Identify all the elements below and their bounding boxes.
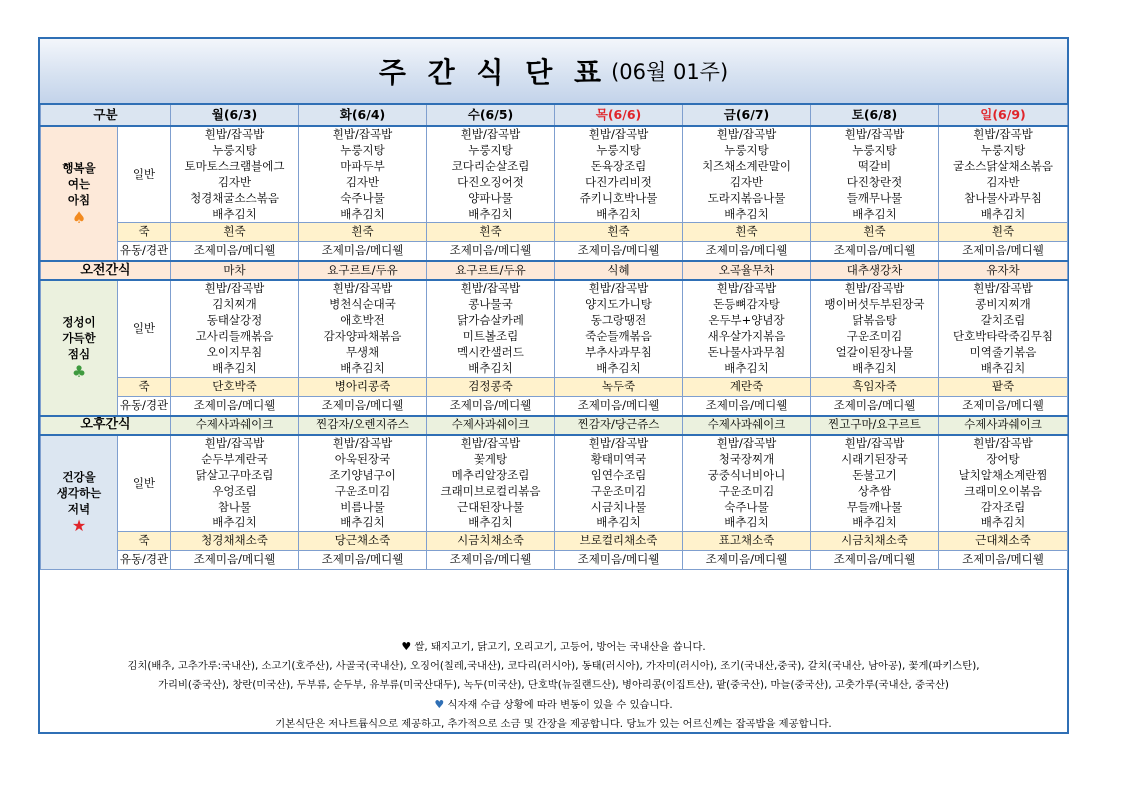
porridge-cell: 청경채채소죽 — [171, 532, 299, 551]
menu-item: 배추김치 — [212, 206, 257, 221]
menu-item: 흰밥/잡곡밥 — [844, 435, 905, 450]
menu-item: 김자반 — [217, 174, 252, 189]
menu-item: 숙주나물 — [340, 190, 385, 205]
menu-item: 김자반 — [345, 174, 380, 189]
porridge-cell: 병아리콩죽 — [299, 377, 427, 396]
menu-item: 누룽지탕 — [468, 142, 513, 157]
menu-item: 배추김치 — [212, 515, 257, 530]
menu-cell — [939, 126, 1068, 223]
day-header: 토(6/8) — [811, 104, 939, 126]
change-note: 식자재 수급 상황에 따라 변동이 있을 수 있습니다. — [447, 699, 673, 711]
menu-item: 굴소스닭살채소볶음 — [953, 158, 1053, 173]
menu-item: 흰밥/잡곡밥 — [204, 281, 265, 296]
menu-cell — [171, 280, 299, 377]
origin-line-1: 김치(배추, 고추가루:국내산), 소고기(호주산), 사골국(국내산), 오징어(칠레,국내산), 코다리(러시아), 동태(러시아), 가자미(러시아), 조기(국내산,중국), 갈치(국내산, 남아공), 꽃게(파키스탄), — [127, 660, 980, 672]
menu-item: 흰밥/잡곡밥 — [973, 127, 1033, 141]
porridge-cell: 검정콩죽 — [427, 377, 555, 396]
liquid-diet-cell: 조제미음/메디웰 — [683, 551, 811, 570]
menu-item: 구운조미김 — [846, 329, 903, 344]
menu-item: 흰밥/잡곡밥 — [332, 281, 393, 296]
page-title: 주 간 식 단 표 — [378, 56, 608, 89]
footer-notes — [40, 637, 1067, 732]
menu-item: 양파나물 — [468, 190, 513, 205]
snack-cell: 마차 — [171, 261, 299, 280]
menu-item: 궁중식너비아니 — [707, 467, 786, 482]
day-header: 목(6/6) — [555, 104, 683, 126]
menu-item: 참나물사과무침 — [964, 190, 1042, 205]
snack-cell: 찐고구마/요구르트 — [811, 416, 939, 435]
menu-item: 양지도가니탕 — [585, 297, 652, 312]
menu-cell — [427, 435, 555, 532]
menu-cell — [811, 435, 939, 532]
menu-item: 흰밥/잡곡밥 — [332, 127, 393, 141]
spade-icon: ♠ — [71, 207, 87, 227]
menu-cell — [811, 126, 939, 223]
menu-item: 장어탕 — [986, 451, 1020, 466]
menu-item: 배추김치 — [596, 206, 641, 221]
header-category: 구분 — [41, 104, 171, 126]
snack-cell: 식혜 — [555, 261, 683, 280]
menu-item: 배추김치 — [468, 515, 513, 530]
menu-item: 크래미오이볶음 — [964, 483, 1042, 498]
menu-item: 숙주나물 — [724, 499, 769, 514]
service-note: 기본식단은 저나트륨식으로 제공하고, 추가적으로 소금 및 간장을 제공합니다. 당뇨가 있는 어르신께는 잡곡밥을 제공합니다. — [275, 718, 832, 730]
menu-item: 상추쌈 — [857, 483, 892, 498]
liquid-diet-cell: 조제미음/메디웰 — [811, 396, 939, 416]
breakfast-label-line: 여는 — [67, 176, 91, 191]
dinner-label-line: 저녁 — [67, 501, 91, 516]
heart-icon: ♥ — [434, 698, 445, 711]
porridge-cell: 흑임자죽 — [811, 377, 939, 396]
day-header: 월(6/3) — [171, 104, 299, 126]
lunch-label — [41, 280, 118, 415]
menu-cell — [683, 280, 811, 377]
porridge-cell: 단호박죽 — [171, 377, 299, 396]
menu-item: 팽이버섯두부된장국 — [824, 297, 925, 312]
snack-cell: 찐감자/당근쥬스 — [555, 416, 683, 435]
menu-item: 아욱된장국 — [334, 451, 391, 466]
liquid-diet-cell: 조제미음/메디웰 — [683, 396, 811, 416]
liquid-diet-cell: 조제미음/메디웰 — [171, 551, 299, 570]
snack-cell: 유자차 — [939, 261, 1068, 280]
menu-item: 고사리들깨볶음 — [195, 329, 274, 344]
menu-item: 마파두부 — [340, 158, 385, 173]
liquid-diet-cell: 조제미음/메디웰 — [299, 396, 427, 416]
menu-item: 김자반 — [729, 174, 764, 189]
star-icon: ★ — [71, 516, 87, 536]
snack-cell: 찐감자/오렌지쥬스 — [299, 416, 427, 435]
menu-cell — [939, 435, 1068, 532]
menu-item: 얼갈이된장나물 — [835, 345, 914, 360]
menu-item: 흰밥/잡곡밥 — [716, 281, 777, 296]
title-banner — [40, 39, 1067, 103]
porridge-cell: 흰죽 — [939, 223, 1068, 242]
menu-item: 배추김치 — [212, 360, 257, 375]
menu-item: 흰밥/잡곡밥 — [716, 127, 777, 141]
menu-item: 크래미브로컬리볶음 — [440, 483, 541, 498]
porridge-cell: 녹두죽 — [555, 377, 683, 396]
snack-cell: 수제사과쉐이크 — [427, 416, 555, 435]
menu-item: 흰밥/잡곡밥 — [332, 435, 393, 450]
dinner-label — [41, 435, 118, 570]
liquid-diet-label: 유동/경관 — [118, 396, 171, 416]
menu-item: 배추김치 — [980, 515, 1026, 530]
liquid-diet-cell: 조제미음/메디웰 — [171, 242, 299, 262]
menu-item: 다진창란젓 — [846, 174, 903, 189]
menu-item: 배추김치 — [468, 206, 513, 221]
menu-item: 날치알채소계란찜 — [958, 467, 1048, 482]
menu-item: 오이지무침 — [206, 345, 263, 360]
club-icon: ♣ — [71, 362, 87, 382]
menu-item: 참나물 — [217, 499, 252, 514]
menu-cell — [427, 126, 555, 223]
menu-item: 감자양파채볶음 — [323, 329, 402, 344]
menu-item: 꽃게탕 — [473, 451, 508, 466]
origin-note: 쌀, 돼지고기, 닭고기, 오리고기, 고등어, 방어는 국내산을 씁니다. — [414, 641, 706, 653]
menu-item: 김치찌개 — [212, 297, 257, 312]
menu-item: 흰밥/잡곡밥 — [460, 281, 521, 296]
menu-item: 배추김치 — [980, 206, 1026, 221]
liquid-diet-cell: 조제미음/메디웰 — [171, 396, 299, 416]
origin-line-2: 가리비(중국산), 창란(미국산), 두부류, 순두부, 유부류(미국산대두), 녹두(미국산), 단호박(뉴질랜드산), 병아리콩(이집트산), 팥(중국산), 마늘(중국산), 고춧가루(국내산, 중국산) — [158, 679, 949, 691]
menu-item: 닭볶음탕 — [852, 313, 897, 328]
menu-item: 배추김치 — [852, 515, 897, 530]
menu-item: 다진가리비젓 — [585, 174, 652, 189]
menu-item: 배추김치 — [980, 360, 1026, 375]
menu-item: 시래기된장국 — [841, 451, 908, 466]
menu-item: 근대된장나물 — [457, 499, 524, 514]
porridge-label: 죽 — [118, 532, 171, 551]
dinner-label-line: 생각하는 — [56, 485, 102, 500]
breakfast-label-line: 행복을 — [62, 160, 96, 175]
menu-cell — [555, 280, 683, 377]
menu-item: 누룽지탕 — [596, 142, 641, 157]
porridge-cell: 계란죽 — [683, 377, 811, 396]
breakfast-label-line: 아침 — [67, 192, 91, 207]
menu-item: 멕시칸샐러드 — [457, 345, 524, 360]
porridge-cell: 팥죽 — [939, 377, 1068, 396]
morning_snack-label: 오전간식 — [41, 261, 171, 280]
liquid-diet-cell: 조제미음/메디웰 — [939, 551, 1068, 570]
regular-label: 일반 — [118, 435, 171, 532]
snack-cell: 요구르트/두유 — [427, 261, 555, 280]
day-header: 수(6/5) — [427, 104, 555, 126]
menu-cell — [171, 435, 299, 532]
liquid-diet-cell: 조제미음/메디웰 — [555, 242, 683, 262]
menu-cell — [555, 435, 683, 532]
menu-item: 황태미역국 — [590, 451, 647, 466]
menu-item: 청국장찌개 — [718, 451, 775, 466]
regular-label: 일반 — [118, 280, 171, 377]
menu-item: 임연수조림 — [590, 467, 647, 482]
menu-item: 흰밥/잡곡밥 — [204, 435, 265, 450]
menu-item: 콩비지찌개 — [975, 297, 1031, 312]
menu-item: 배추김치 — [468, 360, 513, 375]
snack-cell: 수제사과쉐이크 — [683, 416, 811, 435]
menu-item: 비름나물 — [340, 499, 385, 514]
liquid-diet-cell: 조제미음/메디웰 — [939, 242, 1068, 262]
lunch-label-line: 정성이 — [62, 315, 96, 330]
liquid-diet-cell: 조제미음/메디웰 — [299, 551, 427, 570]
menu-item: 배추김치 — [724, 206, 769, 221]
menu-item: 떡갈비 — [857, 158, 892, 173]
menu-item: 흰밥/잡곡밥 — [973, 435, 1033, 450]
menu-item: 돈나물사과무침 — [707, 345, 786, 360]
menu-item: 흰밥/잡곡밥 — [588, 435, 649, 450]
menu-item: 메추리알장조림 — [451, 467, 530, 482]
day-header: 일(6/9) — [939, 104, 1068, 126]
porridge-cell: 흰죽 — [427, 223, 555, 242]
menu-sheet — [38, 37, 1069, 734]
porridge-cell: 흰죽 — [811, 223, 939, 242]
porridge-cell: 흰죽 — [171, 223, 299, 242]
menu-item: 무생채 — [345, 345, 380, 360]
menu-cell — [683, 435, 811, 532]
menu-item: 흰밥/잡곡밥 — [460, 127, 521, 141]
menu-item: 구운조미김 — [334, 483, 391, 498]
menu-item: 쥬키니호박나물 — [579, 190, 658, 205]
menu-item: 병천식순대국 — [329, 297, 396, 312]
menu-item: 흰밥/잡곡밥 — [973, 281, 1033, 296]
menu-cell — [811, 280, 939, 377]
afternoon_snack-label: 오후간식 — [41, 416, 171, 435]
menu-item: 미트볼조림 — [462, 329, 519, 344]
liquid-diet-cell: 조제미음/메디웰 — [427, 396, 555, 416]
menu-item: 도라지볶음나물 — [707, 190, 786, 205]
porridge-cell: 흰죽 — [683, 223, 811, 242]
porridge-cell: 표고채소죽 — [683, 532, 811, 551]
menu-cell — [299, 126, 427, 223]
menu-item: 배추김치 — [596, 360, 641, 375]
porridge-cell: 흰죽 — [555, 223, 683, 242]
menu-item: 닭살고구마조림 — [195, 467, 274, 482]
porridge-cell: 당근채소죽 — [299, 532, 427, 551]
snack-cell: 오곡율무차 — [683, 261, 811, 280]
menu-item: 흰밥/잡곡밥 — [204, 127, 265, 141]
liquid-diet-label: 유동/경관 — [118, 242, 171, 262]
porridge-cell: 브로컬리채소죽 — [555, 532, 683, 551]
menu-item: 동태살강정 — [206, 313, 263, 328]
snack-cell: 수제사과쉐이크 — [939, 416, 1068, 435]
menu-item: 배추김치 — [596, 515, 641, 530]
menu-item: 누룽지탕 — [340, 142, 385, 157]
menu-item: 치즈채소계란말이 — [702, 158, 791, 173]
menu-item: 흰밥/잡곡밥 — [844, 281, 905, 296]
liquid-diet-cell: 조제미음/메디웰 — [811, 551, 939, 570]
porridge-cell: 시금치채소죽 — [811, 532, 939, 551]
menu-cell — [939, 280, 1068, 377]
liquid-diet-cell: 조제미음/메디웰 — [555, 396, 683, 416]
menu-item: 조기양념구이 — [329, 467, 396, 482]
porridge-label: 죽 — [118, 377, 171, 396]
menu-item: 온두부+양념장 — [708, 313, 785, 328]
menu-item: 순두부계란국 — [201, 451, 268, 466]
menu-item: 흰밥/잡곡밥 — [588, 127, 649, 141]
menu-item: 죽순들깨볶음 — [585, 329, 652, 344]
menu-item: 흰밥/잡곡밥 — [460, 435, 521, 450]
menu-item: 다진오징어젓 — [457, 174, 524, 189]
menu-item: 배추김치 — [724, 515, 769, 530]
menu-item: 단호박타락죽김무침 — [953, 329, 1053, 344]
menu-item: 누룽지탕 — [724, 142, 769, 157]
porridge-label: 죽 — [118, 223, 171, 242]
lunch-label-line: 가득한 — [62, 331, 96, 346]
menu-item: 들깨무나물 — [846, 190, 903, 205]
menu-item: 구운조미김 — [718, 483, 775, 498]
menu-item: 돈등뼈감자탕 — [713, 297, 780, 312]
porridge-cell: 흰죽 — [299, 223, 427, 242]
menu-item: 배추김치 — [852, 360, 897, 375]
menu-item: 돈불고기 — [852, 467, 897, 482]
menu-item: 배추김치 — [852, 206, 897, 221]
week-label: (06월 01주) — [611, 60, 729, 84]
menu-item: 미역줄기볶음 — [969, 345, 1037, 360]
menu-item: 배추김치 — [340, 515, 385, 530]
menu-item: 감자조림 — [980, 499, 1026, 514]
menu-cell — [683, 126, 811, 223]
menu-item: 우엉조림 — [212, 483, 257, 498]
menu-item: 누룽지탕 — [852, 142, 897, 157]
porridge-cell: 근대채소죽 — [939, 532, 1068, 551]
menu-item: 시금치나물 — [590, 499, 647, 514]
dinner-label-line: 건강을 — [62, 469, 96, 484]
day-header: 금(6/7) — [683, 104, 811, 126]
menu-item: 동그랑땡전 — [590, 313, 647, 328]
menu-item: 무들깨나물 — [846, 499, 903, 514]
liquid-diet-cell: 조제미음/메디웰 — [811, 242, 939, 262]
menu-item: 닭가슴살카레 — [457, 313, 524, 328]
snack-cell: 대추생강차 — [811, 261, 939, 280]
snack-cell: 요구르트/두유 — [299, 261, 427, 280]
liquid-diet-cell: 조제미음/메디웰 — [555, 551, 683, 570]
menu-item: 콩나물국 — [468, 297, 513, 312]
menu-item: 청경채굴소스볶음 — [190, 190, 279, 205]
menu-cell — [299, 280, 427, 377]
menu-cell — [299, 435, 427, 532]
day-header: 화(6/4) — [299, 104, 427, 126]
menu-item: 누룽지탕 — [212, 142, 257, 157]
liquid-diet-cell: 조제미음/메디웰 — [939, 396, 1068, 416]
regular-label: 일반 — [118, 126, 171, 223]
liquid-diet-cell: 조제미음/메디웰 — [299, 242, 427, 262]
menu-cell — [171, 126, 299, 223]
lunch-label-line: 점심 — [67, 347, 91, 362]
menu-item: 흰밥/잡곡밥 — [588, 281, 649, 296]
liquid-diet-cell: 조제미음/메디웰 — [427, 242, 555, 262]
menu-item: 돈육장조림 — [590, 158, 647, 173]
menu-item: 누룽지탕 — [980, 142, 1026, 157]
menu-table — [40, 103, 1068, 570]
porridge-cell: 시금치채소죽 — [427, 532, 555, 551]
breakfast-label — [41, 126, 118, 261]
liquid-diet-label: 유동/경관 — [118, 551, 171, 570]
menu-item: 배추김치 — [724, 360, 769, 375]
menu-item: 흰밥/잡곡밥 — [716, 435, 777, 450]
menu-item: 갈치조림 — [980, 313, 1026, 328]
liquid-diet-cell: 조제미음/메디웰 — [427, 551, 555, 570]
menu-item: 김자반 — [986, 174, 1020, 189]
menu-cell — [555, 126, 683, 223]
menu-item: 배추김치 — [340, 206, 385, 221]
menu-item: 토마토스크램블에그 — [184, 158, 285, 173]
menu-item: 애호박전 — [340, 313, 385, 328]
menu-cell — [427, 280, 555, 377]
menu-item: 배추김치 — [340, 360, 385, 375]
heart-icon: ♥ — [401, 640, 412, 653]
menu-item: 흰밥/잡곡밥 — [844, 127, 905, 141]
liquid-diet-cell: 조제미음/메디웰 — [683, 242, 811, 262]
menu-item: 부추사과무침 — [585, 345, 652, 360]
menu-item: 구운조미김 — [590, 483, 647, 498]
snack-cell: 수제사과쉐이크 — [171, 416, 299, 435]
menu-item: 코다리순살조림 — [451, 158, 530, 173]
menu-item: 새우살가지볶음 — [707, 329, 786, 344]
